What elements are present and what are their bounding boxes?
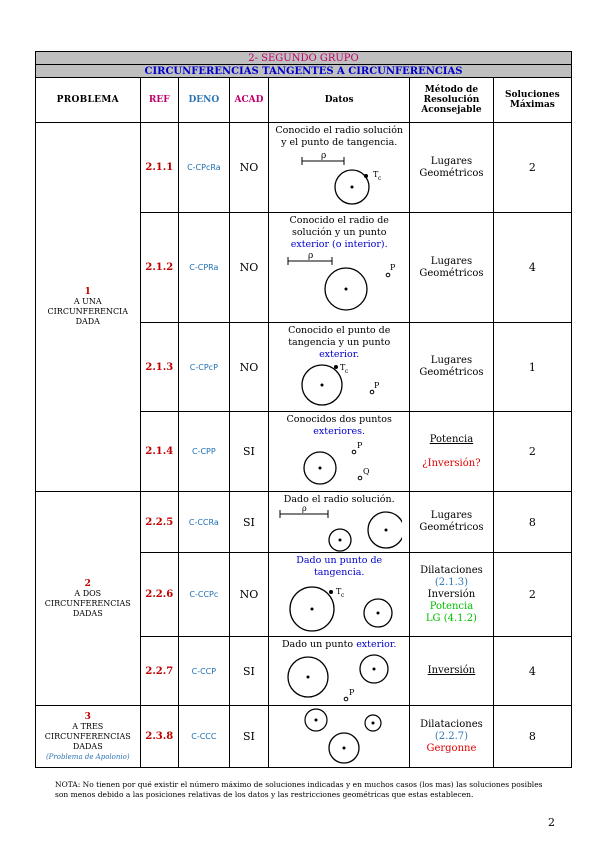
metodo-line: (2.1.3) <box>434 576 469 588</box>
group-line: A UNA <box>73 297 102 306</box>
datos-cell <box>269 123 410 213</box>
tangent-circles-table <box>35 51 572 768</box>
column-header-row <box>36 78 572 123</box>
metodo-line: (2.2.7) <box>434 730 469 742</box>
t-label: T <box>373 170 379 179</box>
soluciones-cell: 1 <box>493 323 571 412</box>
group-line: CIRCUNFERENCIAS <box>44 731 131 741</box>
metodo-line: Potencia <box>429 433 474 445</box>
datos-line: Dado el radio solución. <box>283 494 395 505</box>
q-label: Q <box>363 467 370 476</box>
datos-line: Conocido el radio de <box>289 215 389 226</box>
metodo-cell <box>410 412 494 492</box>
ref-cell: 2.2.7 <box>140 637 179 706</box>
acad-cell: SI <box>229 492 269 553</box>
col-header-metodo <box>410 78 494 123</box>
deno-cell: C-CCRa <box>179 492 230 553</box>
datos-cell <box>269 412 410 492</box>
soluciones-cell: 8 <box>493 492 571 553</box>
group-line: CIRCUNFERENCIAS <box>44 598 131 608</box>
metodo-line: Potencia <box>429 600 474 612</box>
metodo-line: Lugares <box>430 355 473 366</box>
metodo-line: Inversión <box>427 665 476 676</box>
circle-diagram <box>276 251 402 317</box>
deno-cell: C-CPP <box>179 412 230 492</box>
col-header-ref: REF <box>140 78 179 123</box>
table-subtitle: CIRCUNFERENCIAS TANGENTES A CIRCUNFERENCIAS <box>36 65 572 78</box>
metodo-line: Geométricos <box>419 367 484 378</box>
datos-line: exteriores. <box>313 426 366 437</box>
ref-cell: 2.3.8 <box>140 706 179 768</box>
table-row <box>36 123 572 213</box>
datos-line: exterior. <box>319 349 360 360</box>
circle-diagram <box>276 149 402 207</box>
acad-cell: NO <box>229 323 269 412</box>
footnote: NOTA: No tienen por qué existir el número máximo de soluciones indicadas y en muchos casos (los mas) las soluciones posibles son menos debido a las posiciones relativas de los datos y las restricciones geométricas que estas establecen. <box>55 780 543 799</box>
circle-diagram <box>276 579 402 635</box>
datos-text <box>269 123 409 149</box>
datos-cell <box>269 706 410 768</box>
datos-line: Conocido el punto de <box>288 325 391 336</box>
acad-cell: SI <box>229 706 269 768</box>
datos-line: y el punto de tangencia. <box>281 137 398 148</box>
metodo-line: Geométricos <box>419 267 484 279</box>
metodo-cell <box>410 213 494 323</box>
acad-cell: NO <box>229 213 269 323</box>
table-row <box>36 492 572 553</box>
metodo-cell <box>410 553 494 637</box>
acad-cell: NO <box>229 553 269 637</box>
circle-diagram <box>276 706 402 766</box>
col-header-soluciones <box>493 78 571 123</box>
metodo-line: Geométricos <box>419 167 484 179</box>
metodo-line: Dilataciones <box>420 718 483 730</box>
datos-text <box>269 553 409 579</box>
circle-diagram <box>276 361 402 407</box>
datos-cell <box>269 637 410 706</box>
group-number: 3 <box>84 711 91 722</box>
datos-text <box>269 323 409 361</box>
datos-line: Dado un punto <box>281 639 354 650</box>
group-1-cell <box>36 123 141 492</box>
col-header-deno: DENO <box>179 78 230 123</box>
col-header-acad: ACAD <box>229 78 269 123</box>
metodo-line: Lugares <box>430 255 473 267</box>
ref-cell: 2.2.6 <box>140 553 179 637</box>
t-sub-label: c <box>345 368 349 375</box>
deno-cell: C-CPcRa <box>179 123 230 213</box>
soluciones-cell: 4 <box>493 637 571 706</box>
metodo-line: Dilataciones <box>420 564 483 576</box>
datos-line: tangencia. <box>313 567 365 578</box>
ref-cell: 2.1.3 <box>140 323 179 412</box>
datos-cell <box>269 553 410 637</box>
datos-text <box>269 492 409 506</box>
datos-line: Dado un punto de <box>296 555 383 566</box>
metodo-cell <box>410 706 494 768</box>
metodo-line: Geométricos <box>419 522 484 533</box>
metodo-line: Inversión <box>427 588 476 600</box>
acad-cell: SI <box>229 412 269 492</box>
circle-diagram <box>276 506 402 552</box>
datos-cell <box>269 492 410 553</box>
group-number: 2 <box>84 578 91 589</box>
datos-line: exterior. <box>356 639 397 650</box>
t-label: T <box>336 587 342 596</box>
p-label: P <box>374 381 380 390</box>
group-line: DADAS <box>72 741 103 751</box>
datos-line: Conocidos dos puntos <box>286 414 392 425</box>
col-header-metodo-1: Método de <box>424 85 479 95</box>
group-line: A DOS <box>74 588 102 598</box>
metodo-line: LG (4.1.2) <box>425 612 477 624</box>
p-label: P <box>349 688 355 697</box>
soluciones-cell: 2 <box>493 123 571 213</box>
ref-cell: 2.1.1 <box>140 123 179 213</box>
group-subtitle: (Problema de Apolonio) <box>45 752 130 761</box>
soluciones-cell: 8 <box>493 706 571 768</box>
col-header-metodo-2: Resolución <box>423 95 480 105</box>
deno-cell: C-CCC <box>179 706 230 768</box>
datos-text <box>269 213 409 251</box>
p-label: P <box>390 263 396 272</box>
group-line: A TRES <box>72 721 104 731</box>
metodo-line: Lugares <box>430 155 473 167</box>
deno-cell: C-CPRa <box>179 213 230 323</box>
col-header-sol-2: Máximas <box>509 100 555 110</box>
circle-diagram <box>276 651 402 705</box>
metodo-cell <box>410 637 494 706</box>
deno-cell: C-CCP <box>179 637 230 706</box>
p-label: P <box>357 441 363 450</box>
group-2-cell <box>36 492 141 706</box>
table-row <box>36 706 572 768</box>
t-sub-label: c <box>341 592 345 599</box>
ref-cell: 2.2.5 <box>140 492 179 553</box>
group-number: 1 <box>84 287 91 297</box>
datos-line: solución y un punto <box>291 227 387 238</box>
soluciones-cell: 2 <box>493 553 571 637</box>
deno-cell: C-CCPc <box>179 553 230 637</box>
subtitle-row <box>36 65 572 78</box>
rho-label: ρ <box>302 506 307 513</box>
group-line: DADA <box>75 317 100 326</box>
group-line: CIRCUNFERENCIA <box>47 307 128 316</box>
datos-line: tangencia y un punto <box>288 337 391 348</box>
metodo-cell <box>410 123 494 213</box>
col-header-metodo-3: Aconsejable <box>421 105 482 115</box>
ref-cell: 2.1.4 <box>140 412 179 492</box>
deno-cell: C-CPcP <box>179 323 230 412</box>
group-3-cell <box>36 706 141 768</box>
datos-text <box>269 637 409 651</box>
soluciones-cell: 4 <box>493 213 571 323</box>
datos-line: Conocido el radio solución <box>275 125 404 136</box>
datos-text <box>269 412 409 438</box>
t-sub-label: c <box>378 175 382 182</box>
col-header-problema: PROBLEMA <box>36 78 141 123</box>
soluciones-cell: 2 <box>493 412 571 492</box>
acad-cell: NO <box>229 123 269 213</box>
col-header-datos: Datos <box>269 78 410 123</box>
metodo-line: Gergonne <box>426 742 477 754</box>
col-header-sol-1: Soluciones <box>505 90 560 100</box>
acad-cell: SI <box>229 637 269 706</box>
group-title-row <box>36 52 572 65</box>
datos-line: exterior (o interior). <box>290 239 388 250</box>
group-title: 2- SEGUNDO GRUPO <box>36 52 572 65</box>
group-line: DADAS <box>72 608 103 618</box>
metodo-cell <box>410 323 494 412</box>
rho-label: ρ <box>321 151 327 161</box>
datos-cell <box>269 323 410 412</box>
page-number: 2 <box>548 816 555 829</box>
t-label: T <box>340 363 346 372</box>
rho-label: ρ <box>308 251 314 261</box>
metodo-line: Lugares <box>430 510 473 521</box>
datos-cell <box>269 213 410 323</box>
metodo-cell <box>410 492 494 553</box>
metodo-line: ¿Inversión? <box>422 457 481 469</box>
ref-cell: 2.1.2 <box>140 213 179 323</box>
circle-diagram <box>276 438 402 488</box>
